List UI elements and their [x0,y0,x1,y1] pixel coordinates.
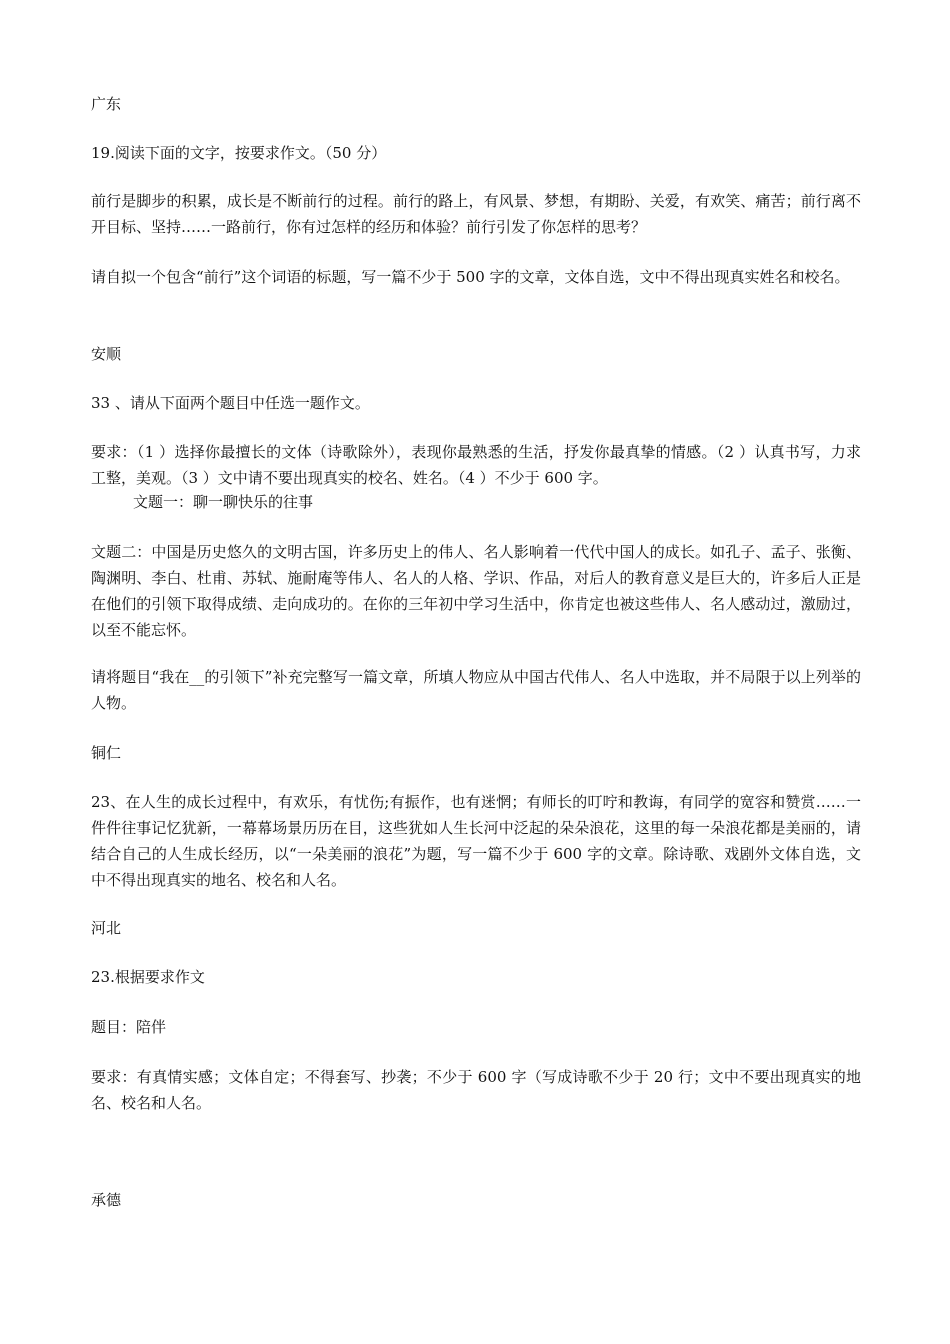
question-23-hebei-topic: 题目：陪伴 [91,1018,167,1036]
question-23-tongren: 23、在人生的成长过程中，有欢乐，有忧伤;有振作，也有迷惘；有师长的叮咛和教诲，有同学的宽容和赞赏……一件件往事记忆犹新，一幕幕场景历历在目，这些犹如人生长河中泛起的朵朵浪花，这里的每一朵浪花都是美丽的，请结合自己的人生成长经历，以“一朵美丽的浪花”为题，写一篇不少于 600 字的文章。除诗歌、戏剧外文体自选，文中不得出现真实的地名、校名和人名。 [91,793,861,889]
question-19-requirement: 请自拟一个包含“前行”这个词语的标题，写一篇不少于 500 字的文章，文体自选，文中不得出现真实姓名和校名。 [91,268,850,286]
region-heading-guangdong: 广东 [91,95,122,113]
question-33-title: 33 、请从下面两个题目中任选一题作文。 [91,394,370,412]
question-33-topic-2: 文题二：中国是历史悠久的文明古国，许多历史上的伟人、名人影响着一代代中国人的成长。如孔子、孟子、张衡、陶渊明、李白、杜甫、苏轼、施耐庵等伟人、名人的人格、学识、作品，对后人的教育意义是巨大的，许多后人正是在他们的引领下取得成绩、走向成功的。在你的三年初中学习生活中，你肯定也被这些伟人、名人感动过，激励过，以至不能忘怀。 [91,543,861,639]
question-19-title: 19.阅读下面的文字，按要求作文。（50 分） [91,144,387,162]
question-33-requirements: 要求：（1 ）选择你最擅长的文体（诗歌除外），表现你最熟悉的生活，抒发你最真挚的情感。（2 ）认真书写，力求工整，美观。（3 ）文中请不要出现真实的校名、姓名。（4 ）不少于 600 字。 [91,443,861,487]
question-23-hebei-requirement: 要求：有真情实感；文体自定；不得套写、抄袭；不少于 600 字（写成诗歌不少于 20 行；文中不要出现真实的地名、校名和人名。 [91,1068,861,1112]
region-heading-anshun: 安顺 [91,345,122,363]
question-33-topic-2-requirement: 请将题目“我在__的引领下”补充完整写一篇文章，所填人物应从中国古代伟人、名人中选取，并不局限于以上列举的人物。 [91,668,861,712]
question-33-topic-1: 文题一：聊一聊快乐的往事 [133,493,314,511]
region-heading-chengde: 承德 [91,1191,122,1209]
region-heading-hebei: 河北 [91,919,122,937]
region-heading-tongren: 铜仁 [91,744,122,762]
question-23-hebei-title: 23.根据要求作文 [91,968,205,986]
question-19-prompt: 前行是脚步的积累，成长是不断前行的过程。前行的路上，有风景、梦想，有期盼、关爱，有欢笑、痛苦；前行离不开目标、坚持……一路前行，你有过怎样的经历和体验？前行引发了你怎样的思考？ [91,192,861,236]
